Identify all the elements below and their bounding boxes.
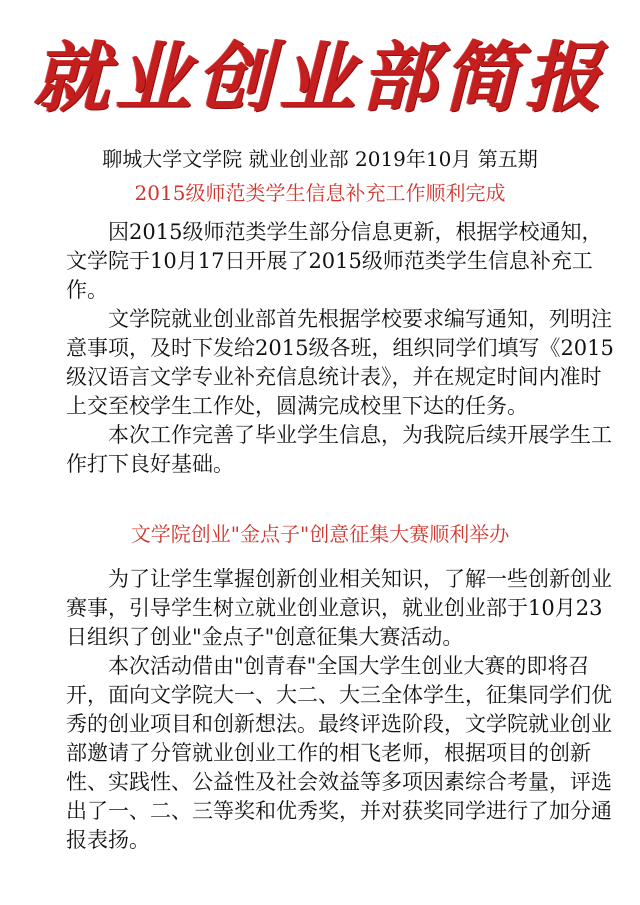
article-body-1 [66, 218, 614, 479]
article-title-2: 文学院创业"金点子"创意征集大赛顺利举办 [130, 522, 510, 546]
issue-info: 聊城大学文学院 就业创业部 2019年10月 第五期 [102, 147, 538, 171]
article-title-1: 2015级师范类学生信息补充工作顺利完成 [134, 181, 506, 205]
article-2-paragraph-1: 为了让学生掌握创新创业相关知识，了解一些创新创业赛事，引导学生树立就业创业意识，就业创业部于10月23日组织了创业"金点子"创意征集大赛活动。 [66, 567, 612, 649]
article-2-paragraph-2: 本次活动借由"创青春"全国大学生创业大赛的即将召开，面向文学院大一、大二、大三全体学生，征集同学们优秀的创业项目和创新想法。最终评选阶段，文学院就业创业部邀请了分管就业创业工作的相飞老师，根据项目的创新性、实践性、公益性及社会效益等多项因素综合考量，评选出了一、二、三等奖和优秀奖，并对获奖同学进行了加分通报表扬。 [66, 654, 612, 852]
masthead-title: 就业创业部简报 [33, 33, 607, 122]
article-1-paragraph-3: 本次工作完善了毕业学生信息，为我院后续开展学生工作打下良好基础。 [66, 423, 612, 476]
article-body-2 [66, 565, 614, 855]
article-1-paragraph-2: 文学院就业创业部首先根据学校要求编写通知，列明注意事项，及时下发给2015级各班，组织同学们填写《2015级汉语言文学专业补充信息统计表》，并在规定时间内准时上交至校学生工作处，圆满完成校里下达的任务。 [66, 307, 614, 418]
article-1-paragraph-1: 因2015级师范类学生部分信息更新，根据学校通知，文学院于10月17日开展了2015级师范类学生信息补充工作。 [66, 220, 603, 302]
